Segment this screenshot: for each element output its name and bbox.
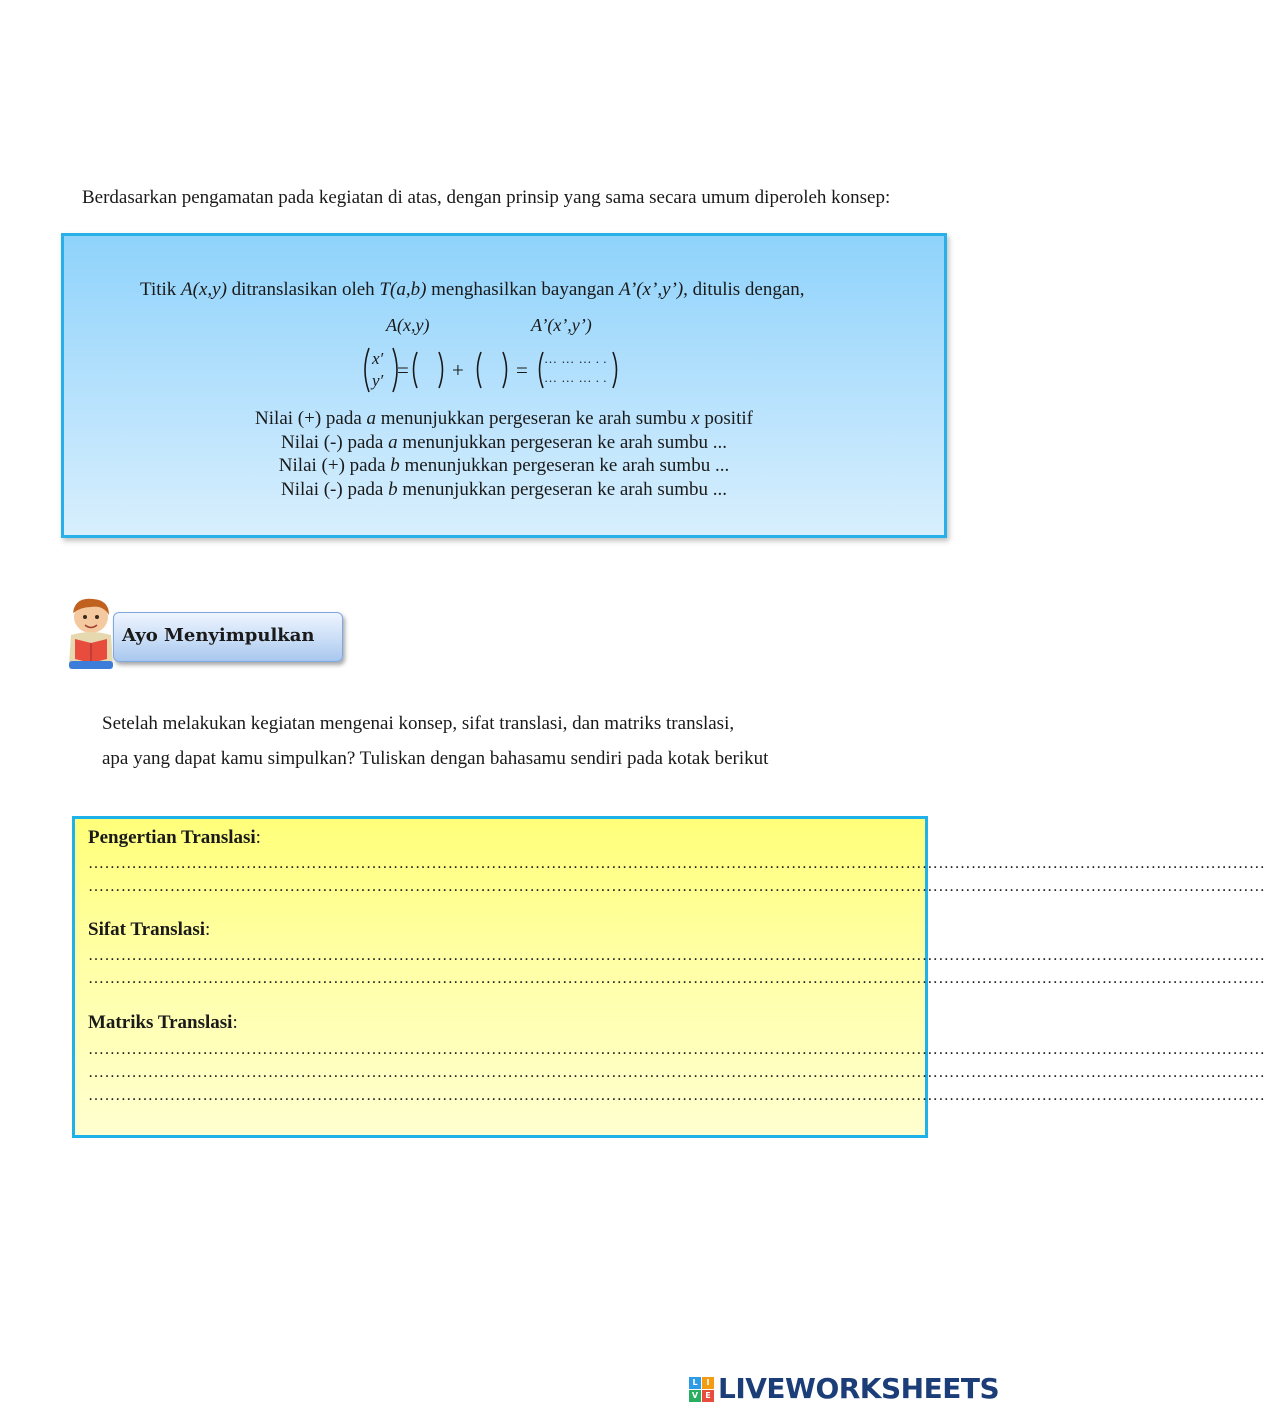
- matrix-x-prime: x′: [372, 349, 384, 368]
- logo-block-i: I: [702, 1377, 714, 1389]
- pengertian-answer-line-2[interactable]: ………………………………………………………………………………………………………………………………………………………………………………………………: [88, 878, 1265, 895]
- intro-text: Berdasarkan pengamatan pada kegiatan di atas, dengan prinsip yang sama secara umum diperoleh konsep:: [82, 187, 891, 208]
- rule-var: a: [366, 408, 377, 429]
- rule-pre: Nilai (+) pada: [278, 455, 391, 476]
- rules-list: [64, 407, 944, 501]
- matriks-answer-line-1[interactable]: ………………………………………………………………………………………………………………………………………………………………………………………………: [88, 1041, 1265, 1058]
- result-dots-bottom: … … … . .: [544, 370, 607, 385]
- rule-line: [64, 407, 944, 431]
- answer-box: [72, 816, 1265, 1138]
- matriks-answer-line-3[interactable]: ………………………………………………………………………………………………………………………………………………………………………………………………: [88, 1087, 1265, 1104]
- lead-image-point: A’(x’,y’): [619, 279, 684, 300]
- rule-pre: Nilai (-) pada: [280, 478, 389, 500]
- column-values: [372, 348, 383, 392]
- logo-block-l: L: [689, 1377, 701, 1389]
- sifat-answer-line-2[interactable]: ………………………………………………………………………………………………………………………………………………………………………………………………: [88, 970, 1265, 987]
- result-dots: [544, 349, 607, 387]
- lead-point: A(x,y): [181, 279, 227, 300]
- matrix-y-prime: y′: [372, 371, 384, 390]
- rule-post: positif: [699, 408, 753, 429]
- heading-colon: :: [232, 1012, 238, 1033]
- equals-sign: =: [397, 358, 409, 382]
- logo-block-e: E: [702, 1390, 714, 1402]
- result-dots-vector: [534, 346, 624, 394]
- rule-mid: menunjukkan pergeseran ke arah sumbu ...: [399, 455, 730, 476]
- lead-suffix: , ditulis dengan,: [683, 279, 805, 300]
- translation-equation: [360, 346, 660, 394]
- plus-sign: +: [452, 358, 464, 382]
- ayo-banner: [113, 612, 343, 662]
- equals-sign-2: =: [516, 358, 528, 382]
- prompt-line-2: apa yang dapat kamu simpulkan? Tuliskan dengan bahasamu sendiri pada kotak berikut: [102, 748, 769, 769]
- reading-kid-icon: [61, 595, 119, 671]
- rule-var: b: [390, 455, 400, 476]
- heading-colon: :: [205, 919, 211, 940]
- matriks-answer-line-2[interactable]: ………………………………………………………………………………………………………………………………………………………………………………………………: [88, 1064, 1265, 1081]
- pengertian-heading: [88, 827, 261, 849]
- concept-box: [61, 233, 947, 538]
- rule-line: [64, 431, 944, 455]
- rule-pre: Nilai (+) pada: [255, 408, 367, 429]
- concept-lead: [140, 279, 805, 301]
- ayo-title: Ayo Menyimpulkan: [122, 625, 315, 646]
- rule-mid: menunjukkan pergeseran ke arah sumbu ...: [397, 478, 727, 500]
- lead-mid2: menghasilkan bayangan: [426, 279, 619, 300]
- label-image-point: A’(x’,y’): [531, 315, 592, 335]
- rule-mid: menunjukkan pergeseran ke arah sumbu: [376, 408, 692, 429]
- rule-pre: Nilai (-) pada: [280, 431, 389, 453]
- logo-blocks-icon: [689, 1377, 715, 1403]
- result-dots-top: … … … . .: [544, 351, 607, 366]
- lead-translation: T(a,b): [379, 279, 427, 300]
- lead-prefix: Titik: [140, 279, 182, 300]
- rule-var: a: [388, 431, 398, 453]
- blank-vector-1: [408, 346, 448, 394]
- matriks-title: Matriks Translasi: [88, 1012, 233, 1033]
- rule-line: [64, 454, 944, 478]
- sifat-answer-line-1[interactable]: ………………………………………………………………………………………………………………………………………………………………………………………………: [88, 947, 1265, 964]
- matriks-heading: [88, 1012, 238, 1034]
- label-original-point: A(x,y): [386, 315, 430, 335]
- rule-mid: menunjukkan pergeseran ke arah sumbu ...: [397, 431, 727, 453]
- blank-vector-2: [472, 346, 512, 394]
- result-column-vector: [360, 346, 402, 394]
- heading-colon: :: [255, 827, 261, 848]
- logo-text: LIVEWORKSHEETS: [718, 1372, 1000, 1405]
- rule-var: b: [388, 478, 398, 500]
- lead-mid1: ditranslasikan oleh: [226, 279, 380, 300]
- rule-line: [64, 478, 944, 502]
- logo-block-v: V: [689, 1390, 701, 1402]
- prompt-line-1: Setelah melakukan kegiatan mengenai konsep, sifat translasi, dan matriks translasi,: [102, 713, 735, 734]
- pengertian-answer-line-1[interactable]: ………………………………………………………………………………………………………………………………………………………………………………………………: [88, 855, 1265, 872]
- sifat-heading: [88, 919, 210, 941]
- rule-axis: x: [691, 408, 700, 429]
- pengertian-title: Pengertian Translasi: [88, 827, 256, 848]
- sifat-title: Sifat Translasi: [88, 919, 206, 940]
